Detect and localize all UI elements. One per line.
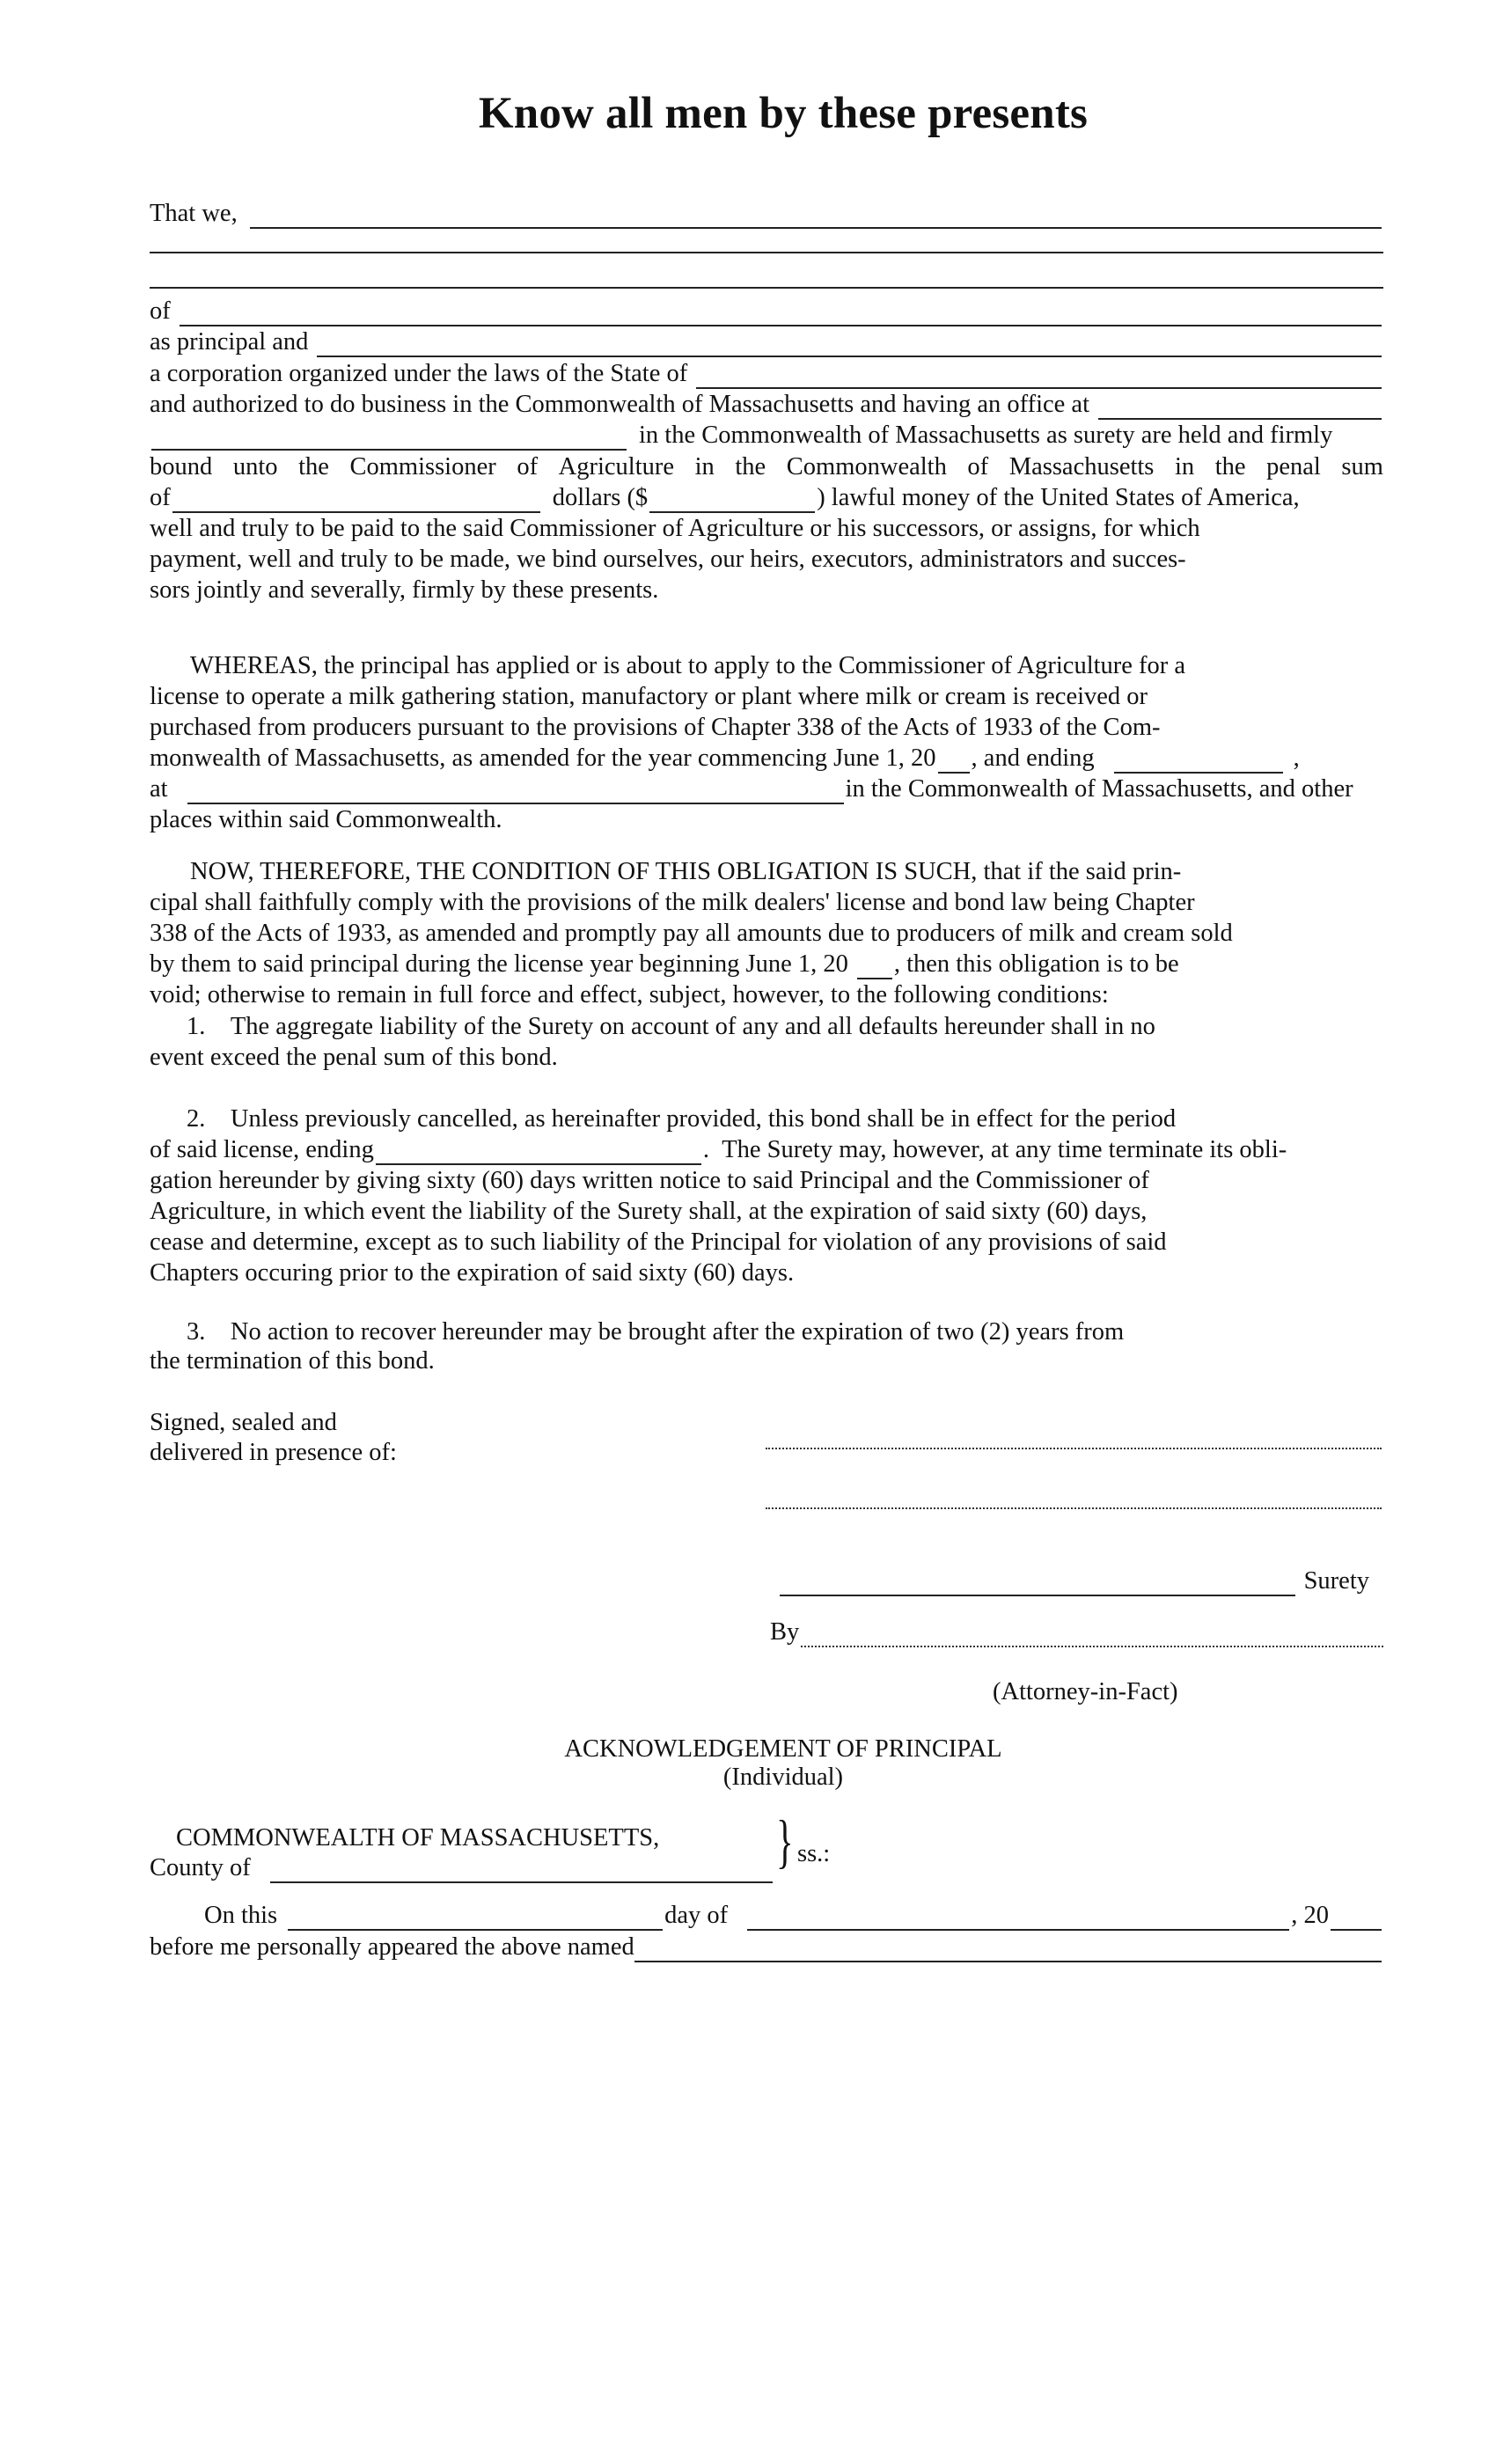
on-this-label: On this — [204, 1902, 278, 1929]
now-line-1: NOW, THEREFORE, THE CONDITION OF THIS OBLIGATION IS SUCH, that if the said prin- — [190, 858, 1182, 885]
condition-2-line-1: 2. Unless previously cancelled, as hereinafter provided, this bond shall be in effect for the period — [187, 1105, 1177, 1133]
by-label: By — [770, 1618, 800, 1646]
condition-1-line-1: 1. The aggregate liability of the Surety on account of any and all defaults hereunder shall in no — [187, 1013, 1155, 1040]
dollars-label: dollars ($ — [552, 484, 649, 511]
condition-3-line-1: 3. No action to recover hereunder may be brought after the expiration of two (2) years from — [187, 1318, 1125, 1346]
principal-address-blank[interactable] — [180, 304, 1382, 326]
ending-date-blank[interactable] — [1114, 751, 1283, 774]
whereas-line-4 — [150, 744, 1383, 774]
held-label: in the Commonwealth of Massachusetts as surety are held and firmly — [639, 422, 1333, 449]
surety-label: Surety — [1303, 1567, 1369, 1595]
acknowledgement-heading: ACKNOWLEDGEMENT OF PRINCIPAL — [564, 1735, 1002, 1763]
principal-name-blank-2[interactable] — [150, 252, 1383, 253]
held-line — [150, 421, 1383, 451]
now-line-3: 338 of the Acts of 1933, as amended and promptly pay all amounts due to producers of milk and cream sold — [150, 920, 1233, 947]
bracket-brace: } — [776, 1808, 794, 1874]
county-label: County of — [150, 1854, 251, 1881]
condition-2-line-3: gation hereunder by giving sixty (60) days written notice to said Principal and the Commissioner of — [150, 1167, 1149, 1194]
condition-2-line-5: cease and determine, except as to such liability of the Principal for violation of any provisions of said — [150, 1228, 1167, 1256]
by-line — [770, 1617, 1383, 1647]
commencing-year-blank[interactable] — [938, 751, 970, 774]
attorney-signature-blank[interactable] — [801, 1626, 1383, 1647]
payment-line: payment, well and truly to be made, we bind ourselves, our heirs, executors, administrators and succes- — [150, 546, 1186, 573]
before-me-label: before me personally appeared the above named — [150, 1933, 634, 1961]
well-line: well and truly to be paid to the said Commissioner of Agriculture or his successors, or assigns, for which — [150, 515, 1200, 542]
surety-signature-blank[interactable] — [780, 1573, 1295, 1596]
condition-2-line-4: Agriculture, in which event the liability of the Surety shall, at the expiration of said sixty (60) days, — [150, 1198, 1148, 1225]
signed-sealed-label: Signed, sealed and — [150, 1409, 337, 1436]
ending-label: , and ending — [971, 744, 1095, 772]
sum-words-blank[interactable] — [172, 490, 540, 513]
month-blank[interactable] — [747, 1908, 1289, 1931]
as-principal-label: as principal and — [150, 328, 309, 356]
corporation-line — [150, 359, 1383, 389]
year-blank[interactable] — [1331, 1908, 1382, 1931]
corporation-label: a corporation organized under the laws of the State of — [150, 360, 688, 387]
commencing-label: monwealth of Massachusetts, as amended for the year commencing June 1, 20 — [150, 744, 936, 772]
witness-signature-line-2[interactable] — [766, 1507, 1382, 1509]
principal-name-blank[interactable] — [250, 206, 1382, 229]
sors-line: sors jointly and severally, firmly by these presents. — [150, 576, 659, 604]
county-blank[interactable] — [270, 1860, 773, 1883]
principal-name-blank-3[interactable] — [150, 287, 1383, 289]
office-address-blank[interactable] — [1098, 397, 1382, 420]
surety-line — [778, 1566, 1369, 1596]
of-label: of — [150, 297, 171, 325]
penal-sum-line — [150, 483, 1383, 513]
surety-terminate-label: . The Surety may, however, at any time terminate its obli- — [702, 1136, 1287, 1163]
authorized-label: and authorized to do business in the Commonwealth of Massachusetts and having an office at — [150, 391, 1089, 418]
sum-figures-blank[interactable] — [649, 490, 815, 513]
whereas-line-1: WHEREAS, the principal has applied or is about to apply to the Commissioner of Agriculture for a — [190, 652, 1186, 679]
condition-3-line-2: the termination of this bond. — [150, 1347, 435, 1375]
condition-2-line-2 — [150, 1135, 1383, 1165]
obligation-label: , then this obligation is to be — [893, 950, 1179, 978]
day-blank[interactable] — [288, 1908, 663, 1931]
license-ending-blank[interactable] — [376, 1142, 701, 1165]
that-we-label: That we, — [150, 200, 238, 227]
appeared-name-blank[interactable] — [634, 1940, 1382, 1962]
whereas-line-3: purchased from producers pursuant to the provisions of Chapter 338 of the Acts of 1933 of the Com- — [150, 714, 1161, 741]
acknowledgement-subheading: (Individual) — [722, 1764, 844, 1791]
in-commonwealth-label: in the Commonwealth of Massachusetts, and other — [845, 775, 1353, 803]
of-line — [150, 297, 1383, 326]
condition-1-line-2: event exceed the penal sum of this bond. — [150, 1044, 558, 1071]
delivered-label: delivered in presence of: — [150, 1439, 397, 1466]
page-title: Know all men by these presents — [478, 89, 1089, 138]
ss-label: ss.: — [797, 1840, 831, 1867]
whereas-line-5 — [150, 774, 1383, 804]
whereas-line-2: license to operate a milk gathering station, manufactory or plant where milk or cream is received or — [150, 683, 1148, 710]
license-year-blank[interactable] — [857, 957, 892, 979]
comma-label: , — [1293, 744, 1300, 772]
principal-and-line — [150, 327, 1383, 357]
surety-name-blank[interactable] — [317, 334, 1382, 357]
office-address-blank-2[interactable] — [151, 428, 627, 451]
whereas-line-6: places within said Commonwealth. — [150, 806, 502, 833]
now-line-5: void; otherwise to remain in full force and effect, subject, however, to the following conditions: — [150, 981, 1109, 1008]
of-sum-label: of — [150, 484, 171, 511]
county-line — [150, 1853, 774, 1883]
at-label: at — [150, 775, 168, 803]
lawful-money-label: ) lawful money of the United States of America, — [817, 484, 1300, 511]
authorized-line — [150, 390, 1383, 420]
year-label: , 20 — [1291, 1902, 1329, 1929]
now-line-4 — [150, 950, 1383, 979]
before-me-line — [150, 1932, 1383, 1962]
day-of-label: day of — [664, 1902, 729, 1929]
location-blank[interactable] — [187, 781, 844, 804]
commonwealth-label: COMMONWEALTH OF MASSACHUSETTS, — [176, 1824, 660, 1852]
now-line-2: cipal shall faithfully comply with the provisions of the milk dealers' license and bond law being Chapter — [150, 889, 1195, 916]
condition-2-line-6: Chapters occuring prior to the expiration of said sixty (60) days. — [150, 1259, 795, 1287]
on-this-line — [150, 1901, 1383, 1931]
state-blank[interactable] — [696, 366, 1382, 389]
that-we-line — [150, 199, 1383, 229]
witness-signature-line-1[interactable] — [766, 1448, 1382, 1449]
attorney-in-fact-label: (Attorney-in-Fact) — [993, 1678, 1178, 1705]
bound-line: bound unto the Commissioner of Agriculture in the Commonwealth of Massachusetts in the penal sum — [150, 453, 1383, 480]
license-year-label: by them to said principal during the license year beginning June 1, 20 — [150, 950, 848, 978]
ending-license-label: of said license, ending — [150, 1136, 374, 1163]
